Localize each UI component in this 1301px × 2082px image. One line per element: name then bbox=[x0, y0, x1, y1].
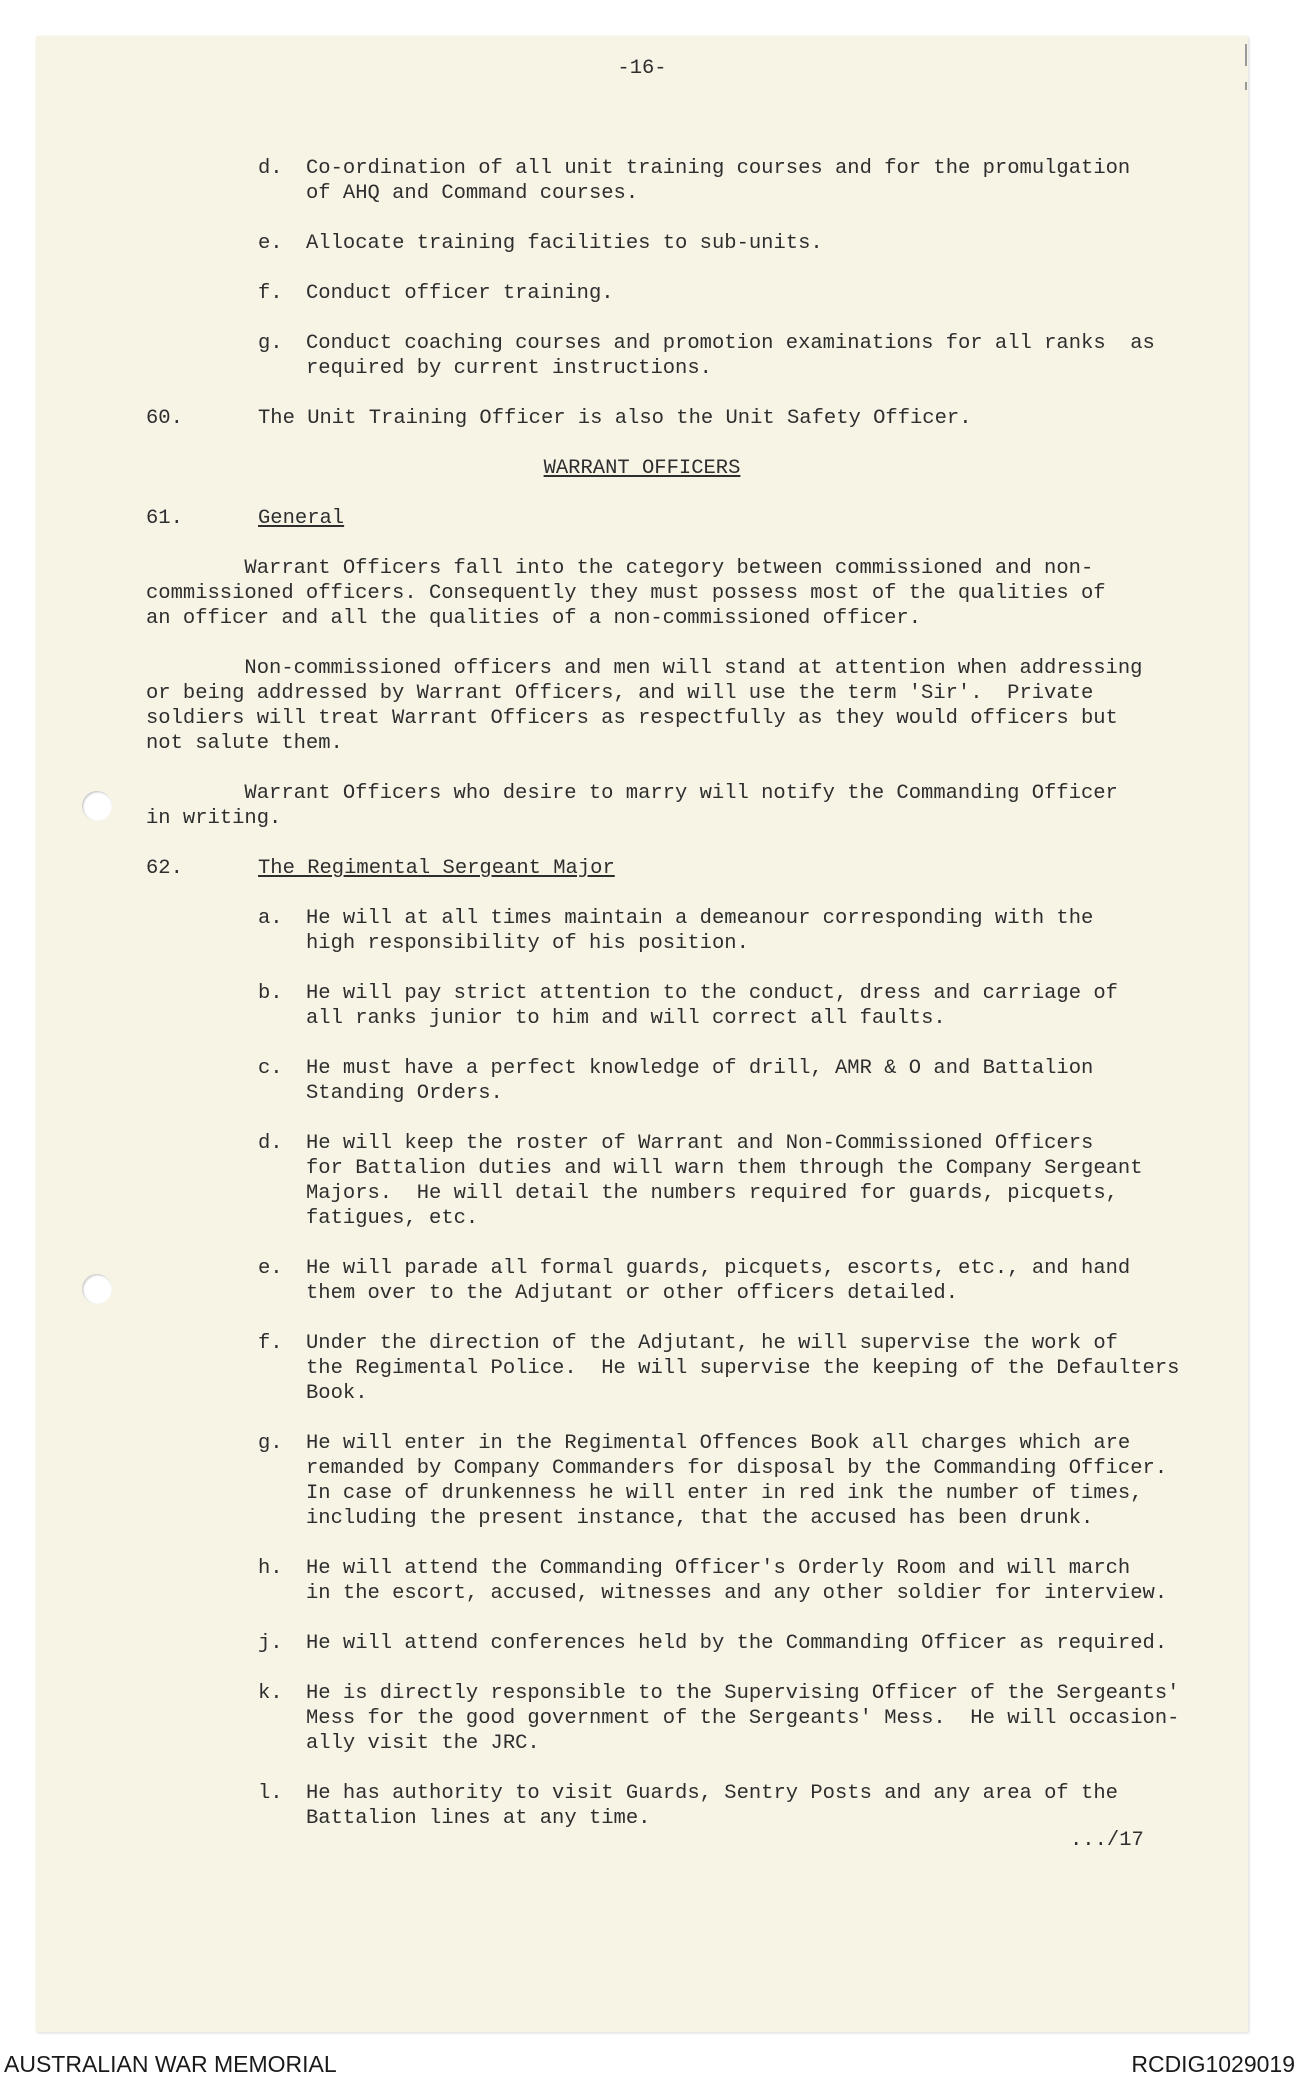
paragraph-line: commissioned officers. Consequently they must possess most of the qualities of bbox=[146, 582, 1106, 605]
paragraph-number-60: 60. bbox=[146, 407, 183, 430]
item-line: all ranks junior to him and will correct all faults. bbox=[306, 1007, 946, 1030]
item-label: e. bbox=[258, 1257, 283, 1280]
item-line: high responsibility of his position. bbox=[306, 932, 749, 955]
item-line: In case of drunkenness he will enter in red ink the number of times, bbox=[306, 1482, 1143, 1505]
item-line: Co-ordination of all unit training courses and for the promulgation bbox=[306, 157, 1131, 180]
item-line: in the escort, accused, witnesses and any other soldier for interview. bbox=[306, 1582, 1168, 1605]
item-label: e. bbox=[258, 232, 283, 255]
item-label: c. bbox=[258, 1057, 283, 1080]
section-heading-text: WARRANT OFFICERS bbox=[543, 457, 741, 480]
general-paragraph-3 bbox=[146, 781, 1206, 831]
item-line: Mess for the good government of the Sergeants' Mess. He will occasion- bbox=[306, 1707, 1180, 1730]
item-line: He will parade all formal guards, picquets, escorts, etc., and hand bbox=[306, 1257, 1131, 1280]
item-label: d. bbox=[258, 1132, 283, 1155]
item-line: Standing Orders. bbox=[306, 1082, 503, 1105]
item-line: them over to the Adjutant or other officers detailed. bbox=[306, 1282, 959, 1305]
item-label: g. bbox=[258, 1432, 283, 1455]
page-edge-mark bbox=[1245, 82, 1247, 90]
item-label: l. bbox=[258, 1782, 283, 1805]
item-line: Book. bbox=[306, 1382, 368, 1405]
paragraph-line: Warrant Officers who desire to marry will notify the Commanding Officer bbox=[146, 782, 1118, 805]
item-line: for Battalion duties and will warn them through the Company Sergeant bbox=[306, 1157, 1143, 1180]
item-line: including the present instance, that the accused has been drunk. bbox=[306, 1507, 1094, 1530]
item-line: He will attend the Commanding Officer's Orderly Room and will march bbox=[306, 1557, 1131, 1580]
item-line: Under the direction of the Adjutant, he will supervise the work of bbox=[306, 1332, 1118, 1355]
item-line: the Regimental Police. He will supervise the keeping of the Defaulters bbox=[306, 1357, 1180, 1380]
item-line: ally visit the JRC. bbox=[306, 1732, 540, 1755]
paragraph-60-text: The Unit Training Officer is also the Unit Safety Officer. bbox=[258, 407, 972, 430]
item-line: of AHQ and Command courses. bbox=[306, 182, 639, 205]
item-line: Battalion lines at any time. bbox=[306, 1807, 651, 1830]
paragraph-line: in writing. bbox=[146, 807, 282, 830]
general-paragraph-1 bbox=[146, 556, 1206, 631]
footer-institution: AUSTRALIAN WAR MEMORIAL bbox=[4, 2051, 337, 2077]
item-label: g. bbox=[258, 332, 283, 355]
item-line: remanded by Company Commanders for disposal by the Commanding Officer. bbox=[306, 1457, 1168, 1480]
document-page bbox=[36, 36, 1248, 2032]
paragraph-line: soldiers will treat Warrant Officers as respectfully as they would officers but bbox=[146, 707, 1118, 730]
item-label: f. bbox=[258, 1332, 283, 1355]
item-line: Majors. He will detail the numbers required for guards, picquets, bbox=[306, 1182, 1118, 1205]
item-line: He will at all times maintain a demeanour corresponding with the bbox=[306, 907, 1094, 930]
paragraph-number-61: 61. bbox=[146, 507, 183, 530]
paragraph-61-title: General bbox=[258, 507, 345, 530]
footer-catalogue-id: RCDIG1029019 bbox=[1131, 2051, 1295, 2077]
item-line: He will keep the roster of Warrant and Non-Commissioned Officers bbox=[306, 1132, 1094, 1155]
item-line: Conduct coaching courses and promotion examinations for all ranks as bbox=[306, 332, 1155, 355]
item-label: f. bbox=[258, 282, 283, 305]
item-line: He will pay strict attention to the conduct, dress and carriage of bbox=[306, 982, 1118, 1005]
paragraph-line: an officer and all the qualities of a non-commissioned officer. bbox=[146, 607, 922, 630]
punch-hole bbox=[82, 1274, 112, 1304]
page-number: -16- bbox=[617, 57, 667, 80]
item-line: He will attend conferences held by the Commanding Officer as required. bbox=[306, 1632, 1168, 1655]
paragraph-line: or being addressed by Warrant Officers, and will use the term 'Sir'. Private bbox=[146, 682, 1094, 705]
item-label: d. bbox=[258, 157, 283, 180]
item-line: required by current instructions. bbox=[306, 357, 712, 380]
item-line: Conduct officer training. bbox=[306, 282, 614, 305]
paragraph-line: Non-commissioned officers and men will stand at attention when addressing bbox=[146, 657, 1143, 680]
punch-hole bbox=[82, 791, 112, 821]
item-label: h. bbox=[258, 1557, 283, 1580]
item-label: a. bbox=[258, 907, 283, 930]
item-line: Allocate training facilities to sub-units. bbox=[306, 232, 823, 255]
paragraph-line: Warrant Officers fall into the category between commissioned and non- bbox=[146, 557, 1094, 580]
item-label: k. bbox=[258, 1682, 283, 1705]
paragraph-line: not salute them. bbox=[146, 732, 343, 755]
general-paragraph-2 bbox=[146, 656, 1206, 756]
paragraph-62-title: The Regimental Sergeant Major bbox=[258, 857, 615, 880]
item-label: j. bbox=[258, 1632, 283, 1655]
continuation-marker: .../17 bbox=[1070, 1829, 1144, 1852]
item-line: He will enter in the Regimental Offences Book all charges which are bbox=[306, 1432, 1131, 1455]
item-label: b. bbox=[258, 982, 283, 1005]
item-line: He is directly responsible to the Supervising Officer of the Sergeants' bbox=[306, 1682, 1180, 1705]
paragraph-number-62: 62. bbox=[146, 857, 183, 880]
section-heading bbox=[36, 456, 1248, 481]
item-line: He must have a perfect knowledge of drill, AMR & O and Battalion bbox=[306, 1057, 1094, 1080]
item-line: He has authority to visit Guards, Sentry Posts and any area of the bbox=[306, 1782, 1118, 1805]
item-line: fatigues, etc. bbox=[306, 1207, 479, 1230]
